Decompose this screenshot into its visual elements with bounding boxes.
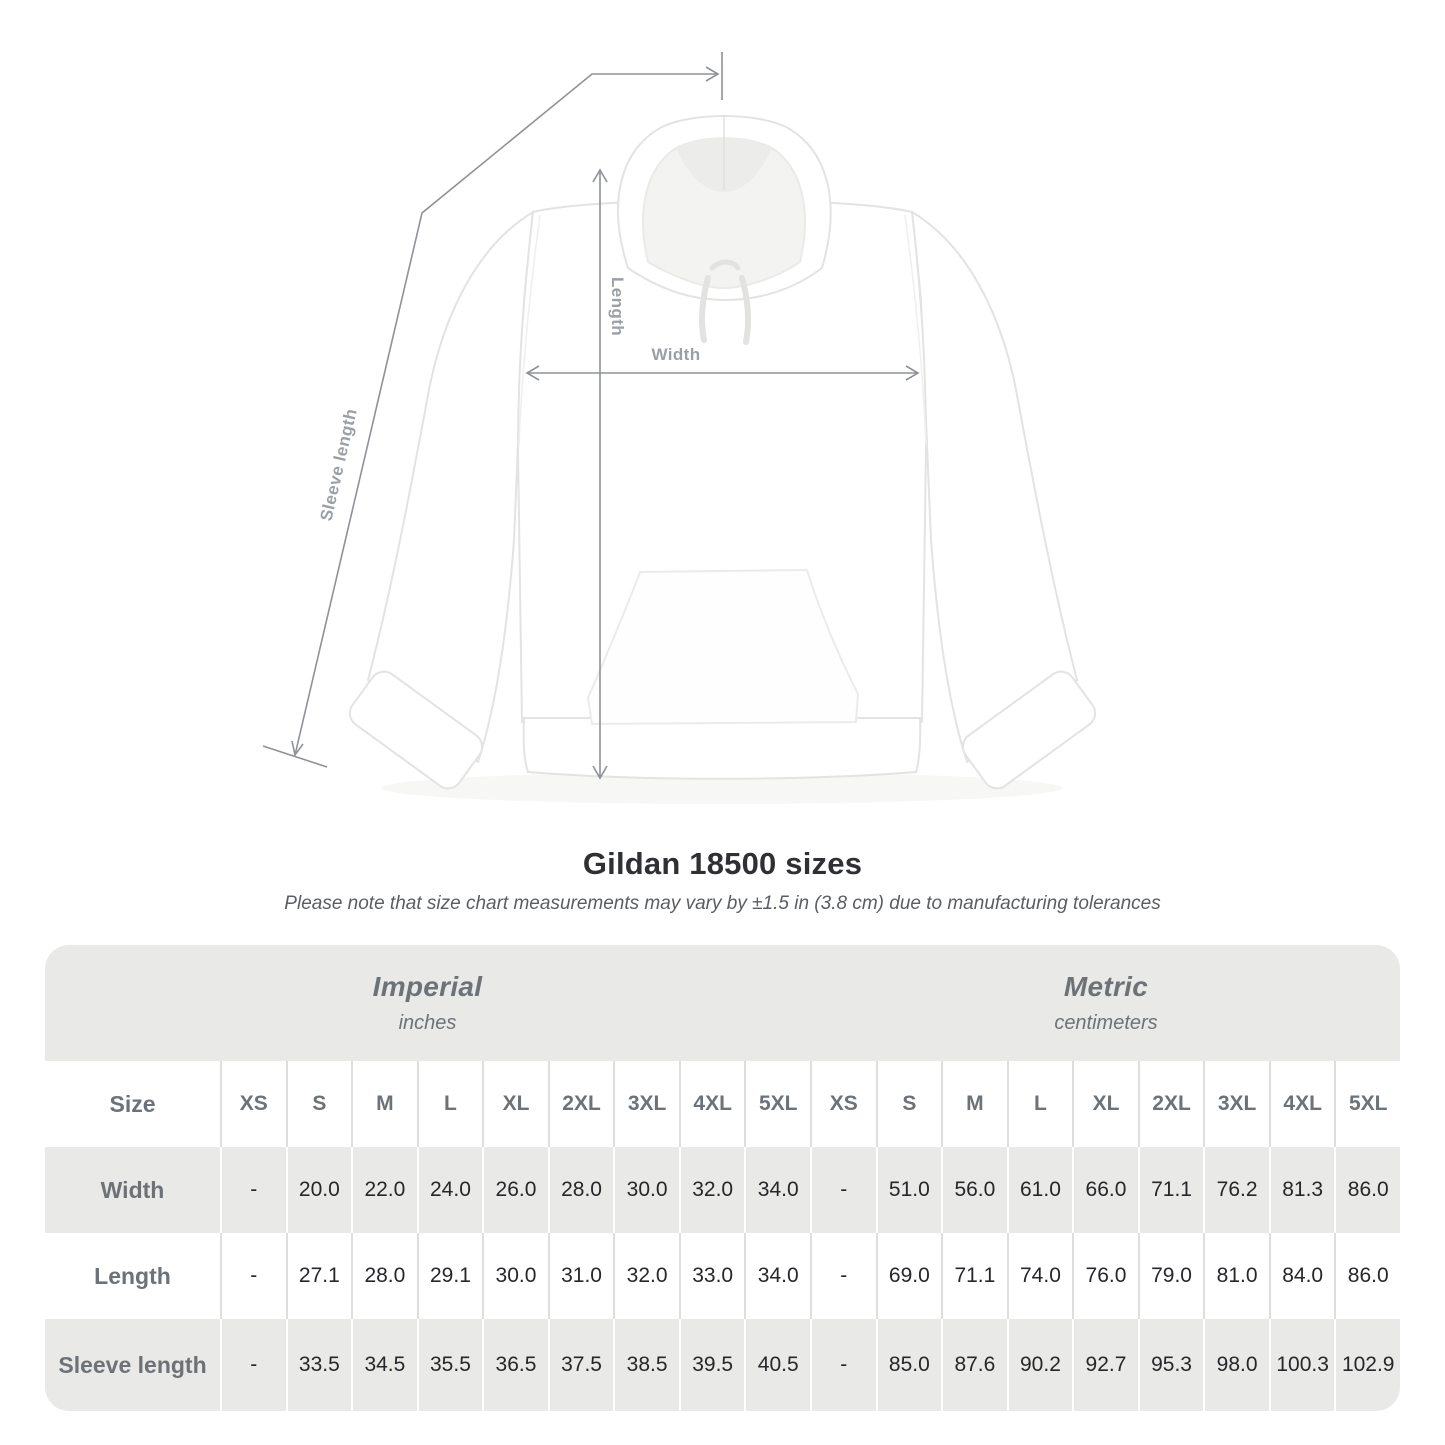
value-cell: 86.0 — [1336, 1233, 1400, 1319]
size-table — [45, 945, 1400, 1411]
size-col-header: 3XL — [615, 1061, 679, 1147]
table-row-width — [45, 1147, 1400, 1233]
size-col-header: L — [1009, 1061, 1073, 1147]
size-col-header: M — [353, 1061, 417, 1147]
value-cell: 92.7 — [1074, 1319, 1138, 1411]
size-header-label: Size — [45, 1061, 220, 1147]
value-cell: - — [812, 1319, 876, 1411]
hoodie-illustration — [344, 116, 1100, 794]
value-cell: 33.5 — [288, 1319, 352, 1411]
size-col-header: 3XL — [1205, 1061, 1269, 1147]
size-col-header: S — [288, 1061, 352, 1147]
length-label: Length — [608, 277, 627, 337]
sleeve-length-label: Sleeve length — [316, 406, 361, 523]
value-cell: 20.0 — [288, 1147, 352, 1233]
value-cell: 81.0 — [1205, 1233, 1269, 1319]
value-cell: 24.0 — [419, 1147, 483, 1233]
value-cell: 79.0 — [1140, 1233, 1204, 1319]
size-col-header: XL — [484, 1061, 548, 1147]
value-cell: 32.0 — [681, 1147, 745, 1233]
hoodie-left-sleeve — [344, 212, 533, 794]
value-cell: 33.0 — [681, 1233, 745, 1319]
value-cell: 81.3 — [1271, 1147, 1335, 1233]
value-cell: 85.0 — [878, 1319, 942, 1411]
value-cell: - — [222, 1147, 286, 1233]
value-cell: 95.3 — [1140, 1319, 1204, 1411]
row-label: Sleeve length — [45, 1319, 220, 1411]
value-cell: 34.0 — [746, 1233, 810, 1319]
value-cell: 34.5 — [353, 1319, 417, 1411]
value-cell: 98.0 — [1205, 1319, 1269, 1411]
value-cell: 28.0 — [353, 1233, 417, 1319]
imperial-unit: inches — [398, 1012, 457, 1034]
value-cell: 39.5 — [681, 1319, 745, 1411]
tolerance-note: Please note that size chart measurements may vary by ±1.5 in (3.8 cm) due to manufacturing tolerances — [284, 893, 1161, 914]
value-cell: 29.1 — [419, 1233, 483, 1319]
value-cell: 30.0 — [615, 1147, 679, 1233]
value-cell: 40.5 — [746, 1319, 810, 1411]
value-cell: 76.0 — [1074, 1233, 1138, 1319]
value-cell: 51.0 — [878, 1147, 942, 1233]
width-label: Width — [651, 345, 701, 364]
unit-group-header — [45, 945, 1400, 1061]
value-cell: 32.0 — [615, 1233, 679, 1319]
value-cell: 90.2 — [1009, 1319, 1073, 1411]
value-cell: 66.0 — [1074, 1147, 1138, 1233]
size-col-header: 5XL — [746, 1061, 810, 1147]
value-cell: - — [812, 1147, 876, 1233]
value-cell: 69.0 — [878, 1233, 942, 1319]
row-label: Length — [45, 1233, 220, 1319]
size-header-row — [45, 1061, 1400, 1147]
unit-group-imperial — [45, 945, 810, 1061]
size-col-header: S — [878, 1061, 942, 1147]
imperial-title: Imperial — [372, 971, 483, 1002]
value-cell: 100.3 — [1271, 1319, 1335, 1411]
value-cell: 56.0 — [943, 1147, 1007, 1233]
size-col-header: 4XL — [681, 1061, 745, 1147]
hoodie-right-sleeve — [912, 212, 1101, 794]
metric-title: Metric — [1063, 971, 1149, 1002]
value-cell: 22.0 — [353, 1147, 417, 1233]
hoodie-hood — [618, 116, 831, 300]
value-cell: 34.0 — [746, 1147, 810, 1233]
value-cell: 102.9 — [1336, 1319, 1400, 1411]
size-col-header: XS — [222, 1061, 286, 1147]
size-col-header: XL — [1074, 1061, 1138, 1147]
table-row-sleeve-length — [45, 1319, 1400, 1411]
value-cell: 76.2 — [1205, 1147, 1269, 1233]
table-row-length — [45, 1233, 1400, 1319]
size-col-header: 4XL — [1271, 1061, 1335, 1147]
value-cell: 71.1 — [1140, 1147, 1204, 1233]
unit-group-metric — [812, 945, 1400, 1061]
value-cell: 27.1 — [288, 1233, 352, 1319]
value-cell: - — [222, 1319, 286, 1411]
metric-unit: centimeters — [1054, 1012, 1158, 1034]
tick-bottom — [263, 746, 327, 767]
value-cell: 86.0 — [1336, 1147, 1400, 1233]
size-col-header: M — [943, 1061, 1007, 1147]
value-cell: 84.0 — [1271, 1233, 1335, 1319]
value-cell: 30.0 — [484, 1233, 548, 1319]
value-cell: 28.0 — [550, 1147, 614, 1233]
size-col-header: L — [419, 1061, 483, 1147]
size-col-header: XS — [812, 1061, 876, 1147]
value-cell: 37.5 — [550, 1319, 614, 1411]
size-col-header: 2XL — [1140, 1061, 1204, 1147]
value-cell: 38.5 — [615, 1319, 679, 1411]
row-label: Width — [45, 1147, 220, 1233]
value-cell: 35.5 — [419, 1319, 483, 1411]
value-cell: 36.5 — [484, 1319, 548, 1411]
hem-band — [524, 718, 921, 779]
value-cell: 87.6 — [943, 1319, 1007, 1411]
value-cell: - — [812, 1233, 876, 1319]
page-title: Gildan 18500 sizes — [582, 846, 863, 881]
value-cell: - — [222, 1233, 286, 1319]
value-cell: 74.0 — [1009, 1233, 1073, 1319]
value-cell: 71.1 — [943, 1233, 1007, 1319]
value-cell: 26.0 — [484, 1147, 548, 1233]
value-cell: 31.0 — [550, 1233, 614, 1319]
value-cell: 61.0 — [1009, 1147, 1073, 1233]
size-col-header: 5XL — [1336, 1061, 1400, 1147]
size-col-header: 2XL — [550, 1061, 614, 1147]
